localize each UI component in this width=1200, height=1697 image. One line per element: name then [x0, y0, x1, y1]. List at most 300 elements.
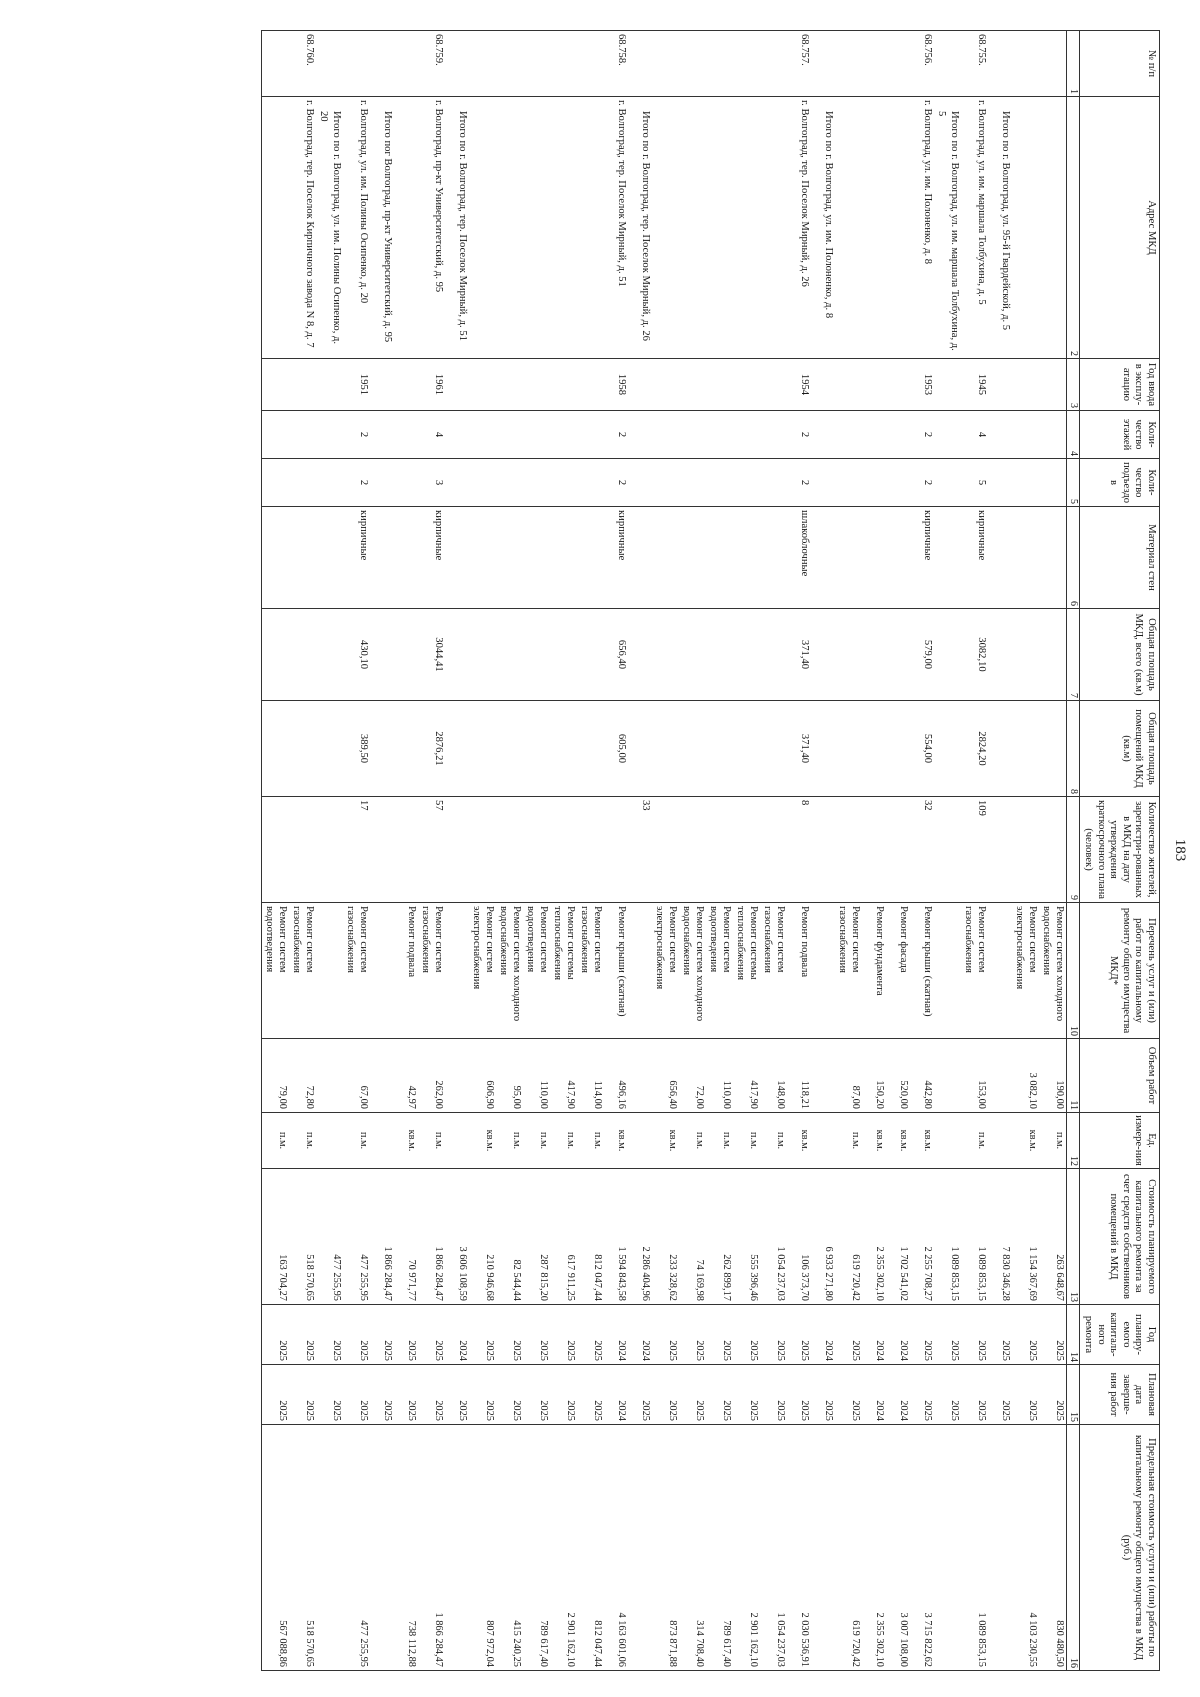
- address: г. Волгоград, тер. Поселок Кирпичного завода N 8, д. 7: [289, 97, 316, 359]
- unit: п.м.: [523, 1113, 550, 1169]
- year-built: [523, 359, 550, 411]
- year-built: [370, 359, 394, 411]
- work-type: Ремонт систем водоотведения: [262, 903, 290, 1039]
- floors: [262, 411, 290, 459]
- work-type: Ремонт систем газоснабжения: [760, 903, 787, 1039]
- planned-year: 2025: [289, 1305, 316, 1365]
- planned-year: 2025: [343, 1305, 370, 1365]
- planned-year: 2025: [394, 1305, 418, 1365]
- work-volume: 67,00: [343, 1039, 370, 1113]
- premises-area: [550, 701, 577, 797]
- row-number: [628, 31, 652, 97]
- unit: кв.м.: [862, 1113, 886, 1169]
- entrances: [577, 459, 604, 507]
- address: [1039, 97, 1067, 359]
- premises-area: [394, 701, 418, 797]
- total-area: 579,00: [910, 609, 934, 701]
- unit: кв.м.: [652, 1113, 679, 1169]
- entrances: [886, 459, 910, 507]
- completion-year: 2025: [469, 1365, 496, 1425]
- unit: п.м.: [760, 1113, 787, 1169]
- residents: [550, 797, 577, 903]
- residents: [679, 797, 706, 903]
- work-volume: [316, 1039, 343, 1113]
- unit: [628, 1113, 652, 1169]
- unit: п.м.: [835, 1113, 862, 1169]
- floors: [862, 411, 886, 459]
- floors: [679, 411, 706, 459]
- work-type: Ремонт систем газоснабжения: [343, 903, 370, 1039]
- planned-cost: 1 702 541,02: [886, 1169, 910, 1305]
- completion-year: 2025: [679, 1365, 706, 1425]
- planned-year: 2025: [1039, 1305, 1067, 1365]
- wall-material: [577, 507, 604, 609]
- address: [862, 97, 886, 359]
- work-row: [706, 31, 733, 1671]
- wall-material: [628, 507, 652, 609]
- wall-material: [550, 507, 577, 609]
- wall-material: [262, 507, 290, 609]
- planned-cost: 70 971,77: [394, 1169, 418, 1305]
- work-type: [934, 903, 961, 1039]
- planned-cost: 518 570,65: [289, 1169, 316, 1305]
- row-number: [469, 31, 496, 97]
- entrances: [1039, 459, 1067, 507]
- planned-cost: 1 866 284,47: [418, 1169, 445, 1305]
- work-type: Ремонт фасада: [886, 903, 910, 1039]
- column-header: № п/п: [1080, 31, 1160, 97]
- total-row: [628, 31, 652, 1671]
- work-type: Ремонт систем холодного водоснабжения: [679, 903, 706, 1039]
- work-type: Ремонт крыши (скатная): [604, 903, 628, 1039]
- wall-material: кирпичные: [418, 507, 445, 609]
- planned-cost: 555 396,46: [733, 1169, 760, 1305]
- wall-material: [394, 507, 418, 609]
- column-number: 7: [1067, 609, 1080, 701]
- floors: [445, 411, 469, 459]
- entrances: [316, 459, 343, 507]
- planned-year: 2024: [604, 1305, 628, 1365]
- residents: [262, 797, 290, 903]
- planned-cost: 6 933 271,80: [811, 1169, 835, 1305]
- house-row: [961, 31, 988, 1671]
- address: Итого по г. Волгоград, ул. им. Полоненко, д. 8: [811, 97, 835, 359]
- year-built: [886, 359, 910, 411]
- work-row: [262, 31, 290, 1671]
- year-built: [811, 359, 835, 411]
- work-type: Ремонт системы теплоснабжения: [550, 903, 577, 1039]
- work-type: Ремонт систем электроснабжения: [469, 903, 496, 1039]
- total-area: [1012, 609, 1039, 701]
- house-row: [418, 31, 445, 1671]
- unit: [445, 1113, 469, 1169]
- column-number: 8: [1067, 701, 1080, 797]
- total-row: [934, 31, 961, 1671]
- column-number: 14: [1067, 1305, 1080, 1365]
- floors: 2: [910, 411, 934, 459]
- column-header: Год планиру-емого капиталь-ного ремонта: [1080, 1305, 1160, 1365]
- work-volume: 656,40: [652, 1039, 679, 1113]
- column-number: 15: [1067, 1365, 1080, 1425]
- work-row: [886, 31, 910, 1671]
- year-built: [1012, 359, 1039, 411]
- wall-material: [1039, 507, 1067, 609]
- work-volume: 42,97: [394, 1039, 418, 1113]
- work-volume: 520,00: [886, 1039, 910, 1113]
- total-area: [469, 609, 496, 701]
- wall-material: [1012, 507, 1039, 609]
- entrances: [394, 459, 418, 507]
- premises-area: 2876,21: [418, 701, 445, 797]
- work-type: Ремонт системы теплоснабжения: [733, 903, 760, 1039]
- column-number: 12: [1067, 1113, 1080, 1169]
- floors: [394, 411, 418, 459]
- wall-material: [679, 507, 706, 609]
- work-type: [316, 903, 343, 1039]
- total-area: [652, 609, 679, 701]
- residents: [469, 797, 496, 903]
- entrances: [496, 459, 523, 507]
- max-cost: 830 480,50: [1039, 1425, 1067, 1671]
- entrances: [706, 459, 733, 507]
- planned-cost: 1 089 853,15: [961, 1169, 988, 1305]
- address: [733, 97, 760, 359]
- premises-area: 554,00: [910, 701, 934, 797]
- max-cost: 812 047,44: [577, 1425, 604, 1671]
- entrances: [934, 459, 961, 507]
- completion-year: 2024: [604, 1365, 628, 1425]
- premises-area: [733, 701, 760, 797]
- year-built: [469, 359, 496, 411]
- residents: 33: [628, 797, 652, 903]
- work-row: [394, 31, 418, 1671]
- unit: кв.м.: [910, 1113, 934, 1169]
- work-row: [862, 31, 886, 1671]
- row-number: [679, 31, 706, 97]
- row-number: 68.759.: [418, 31, 445, 97]
- planned-cost: 1 594 843,58: [604, 1169, 628, 1305]
- work-row: [1039, 31, 1067, 1671]
- wall-material: [835, 507, 862, 609]
- total-area: [550, 609, 577, 701]
- floors: [1039, 411, 1067, 459]
- total-area: [370, 609, 394, 701]
- row-number: [862, 31, 886, 97]
- address: [679, 97, 706, 359]
- planned-year: 2025: [988, 1305, 1012, 1365]
- planned-cost: 2 355 302,10: [862, 1169, 886, 1305]
- work-volume: 262,00: [418, 1039, 445, 1113]
- entrances: [652, 459, 679, 507]
- entrances: [370, 459, 394, 507]
- completion-year: 2025: [1012, 1365, 1039, 1425]
- max-cost: 2 355 302,10: [862, 1425, 886, 1671]
- floors: [733, 411, 760, 459]
- residents: 8: [787, 797, 811, 903]
- work-row: [835, 31, 862, 1671]
- residents: [706, 797, 733, 903]
- address: [577, 97, 604, 359]
- work-volume: 148,00: [760, 1039, 787, 1113]
- total-area: [496, 609, 523, 701]
- residents: [811, 797, 835, 903]
- year-built: [835, 359, 862, 411]
- entrances: [835, 459, 862, 507]
- completion-year: 2025: [316, 1365, 343, 1425]
- work-volume: 72,00: [679, 1039, 706, 1113]
- work-row: [733, 31, 760, 1671]
- entrances: 2: [787, 459, 811, 507]
- entrances: [679, 459, 706, 507]
- wall-material: [811, 507, 835, 609]
- planned-year: 2025: [316, 1305, 343, 1365]
- address: [760, 97, 787, 359]
- total-row: [445, 31, 469, 1671]
- premises-area: 2824,20: [961, 701, 988, 797]
- address: [706, 97, 733, 359]
- wall-material: [523, 507, 550, 609]
- max-cost: [628, 1425, 652, 1671]
- premises-area: [652, 701, 679, 797]
- planned-cost: 233 328,62: [652, 1169, 679, 1305]
- max-cost: 2 901 162,10: [550, 1425, 577, 1671]
- address: [550, 97, 577, 359]
- total-area: [706, 609, 733, 701]
- column-header: Предельная стоимость услуги и (или) работы по капитальному ремонту общего имущества в МКД (руб.): [1080, 1425, 1160, 1671]
- completion-year: 2025: [787, 1365, 811, 1425]
- residents: [862, 797, 886, 903]
- floors: 2: [343, 411, 370, 459]
- column-number: 4: [1067, 411, 1080, 459]
- premises-area: 371,40: [787, 701, 811, 797]
- work-type: Ремонт систем газоснабжения: [289, 903, 316, 1039]
- entrances: [262, 459, 290, 507]
- work-volume: [628, 1039, 652, 1113]
- unit: п.м.: [577, 1113, 604, 1169]
- planned-cost: 210 946,68: [469, 1169, 496, 1305]
- work-row: [523, 31, 550, 1671]
- unit: кв.м.: [394, 1113, 418, 1169]
- work-type: Ремонт систем водоотведения: [523, 903, 550, 1039]
- total-area: 656,40: [604, 609, 628, 701]
- max-cost: 1 054 237,03: [760, 1425, 787, 1671]
- address: г. Волгоград, ул. им. Полины Осипенко, д. 20: [343, 97, 370, 359]
- max-cost: 1 866 284,47: [418, 1425, 445, 1671]
- address: Итого по г. Волгоград, ул. им. маршала Толбухина, д. 5: [934, 97, 961, 359]
- year-built: [934, 359, 961, 411]
- floors: [706, 411, 733, 459]
- work-row: [652, 31, 679, 1671]
- planned-year: 2025: [550, 1305, 577, 1365]
- row-number: [343, 31, 370, 97]
- work-volume: 87,00: [835, 1039, 862, 1113]
- completion-year: 2025: [652, 1365, 679, 1425]
- total-area: [988, 609, 1012, 701]
- row-number: [370, 31, 394, 97]
- max-cost: 873 871,88: [652, 1425, 679, 1671]
- completion-year: 2025: [811, 1365, 835, 1425]
- house-row: [604, 31, 628, 1671]
- entrances: [760, 459, 787, 507]
- total-area: [289, 609, 316, 701]
- header-row: [1080, 31, 1160, 1671]
- max-cost: [445, 1425, 469, 1671]
- planned-cost: 1 089 853,15: [934, 1169, 961, 1305]
- wall-material: [706, 507, 733, 609]
- column-number: 10: [1067, 903, 1080, 1039]
- residents: [370, 797, 394, 903]
- entrances: 2: [343, 459, 370, 507]
- year-built: [445, 359, 469, 411]
- address: [394, 97, 418, 359]
- total-area: [679, 609, 706, 701]
- entrances: 2: [604, 459, 628, 507]
- year-built: [316, 359, 343, 411]
- work-volume: [988, 1039, 1012, 1113]
- premises-area: [679, 701, 706, 797]
- unit: [370, 1113, 394, 1169]
- year-built: 1953: [910, 359, 934, 411]
- wall-material: кирпичные: [343, 507, 370, 609]
- planned-year: 2025: [961, 1305, 988, 1365]
- year-built: [577, 359, 604, 411]
- total-area: 430,10: [343, 609, 370, 701]
- max-cost: 807 972,04: [469, 1425, 496, 1671]
- column-number: 1: [1067, 31, 1080, 97]
- work-type: Ремонт систем электроснабжения: [1012, 903, 1039, 1039]
- unit: [934, 1113, 961, 1169]
- table-body: [262, 31, 1067, 1671]
- residents: [1039, 797, 1067, 903]
- total-area: [577, 609, 604, 701]
- work-volume: [811, 1039, 835, 1113]
- total-area: [523, 609, 550, 701]
- floors: [523, 411, 550, 459]
- floors: [496, 411, 523, 459]
- work-volume: [934, 1039, 961, 1113]
- planned-year: 2025: [760, 1305, 787, 1365]
- planned-year: 2025: [523, 1305, 550, 1365]
- address: Итого пог Волгоград, пр-кт Университетский, д. 95: [370, 97, 394, 359]
- wall-material: кирпичные: [910, 507, 934, 609]
- planned-cost: 287 815,20: [523, 1169, 550, 1305]
- work-volume: 442,80: [910, 1039, 934, 1113]
- year-built: [394, 359, 418, 411]
- max-cost: 619 720,42: [835, 1425, 862, 1671]
- column-header: Год ввода в эксплу-атацию: [1080, 359, 1160, 411]
- work-row: [469, 31, 496, 1671]
- completion-year: 2025: [394, 1365, 418, 1425]
- floors: [835, 411, 862, 459]
- completion-year: 2025: [934, 1365, 961, 1425]
- floors: [652, 411, 679, 459]
- row-number: [835, 31, 862, 97]
- column-header: Плановая дата заверше-ния работ: [1080, 1365, 1160, 1425]
- planned-year: 2024: [445, 1305, 469, 1365]
- planned-year: 2025: [418, 1305, 445, 1365]
- wall-material: [370, 507, 394, 609]
- row-number: 68.757.: [787, 31, 811, 97]
- work-volume: 190,00: [1039, 1039, 1067, 1113]
- total-row: [316, 31, 343, 1671]
- row-number: [760, 31, 787, 97]
- row-number: [886, 31, 910, 97]
- floors: [316, 411, 343, 459]
- floors: [760, 411, 787, 459]
- work-row: [760, 31, 787, 1671]
- work-type: Ремонт систем водоотведения: [706, 903, 733, 1039]
- wall-material: [886, 507, 910, 609]
- planned-year: 2025: [469, 1305, 496, 1365]
- planned-year: 2025: [652, 1305, 679, 1365]
- total-row: [988, 31, 1012, 1671]
- unit: п.м.: [262, 1113, 290, 1169]
- column-number: 13: [1067, 1169, 1080, 1305]
- max-cost: 738 112,88: [394, 1425, 418, 1671]
- unit: п.м.: [733, 1113, 760, 1169]
- row-number: 68.755.: [961, 31, 988, 97]
- column-number: 3: [1067, 359, 1080, 411]
- planned-cost: 617 911,25: [550, 1169, 577, 1305]
- residents: [835, 797, 862, 903]
- unit: кв.м.: [787, 1113, 811, 1169]
- floors: 4: [418, 411, 445, 459]
- floors: [988, 411, 1012, 459]
- max-cost: 789 617,40: [523, 1425, 550, 1671]
- completion-year: 2025: [418, 1365, 445, 1425]
- year-built: [289, 359, 316, 411]
- year-built: [550, 359, 577, 411]
- column-number: 6: [1067, 507, 1080, 609]
- work-type: Ремонт подвала: [394, 903, 418, 1039]
- capital-repair-table: [261, 30, 1160, 1671]
- completion-year: 2025: [835, 1365, 862, 1425]
- residents: [316, 797, 343, 903]
- work-type: Ремонт систем газоснабжения: [418, 903, 445, 1039]
- residents: 32: [910, 797, 934, 903]
- column-header: Количество жителей, зарегистри-рованных в МКД на дату утверждения краткосрочного плана (человек): [1080, 797, 1160, 903]
- year-built: [862, 359, 886, 411]
- year-built: 1945: [961, 359, 988, 411]
- year-built: [988, 359, 1012, 411]
- work-type: [628, 903, 652, 1039]
- work-volume: 417,90: [733, 1039, 760, 1113]
- premises-area: [835, 701, 862, 797]
- max-cost: [370, 1425, 394, 1671]
- planned-year: 2024: [862, 1305, 886, 1365]
- unit: [811, 1113, 835, 1169]
- planned-cost: 82 544,44: [496, 1169, 523, 1305]
- work-volume: [370, 1039, 394, 1113]
- work-volume: 79,00: [262, 1039, 290, 1113]
- work-row: [577, 31, 604, 1671]
- wall-material: [652, 507, 679, 609]
- floors: 4: [961, 411, 988, 459]
- row-number: 68.758.: [604, 31, 628, 97]
- completion-year: 2024: [886, 1365, 910, 1425]
- premises-area: [469, 701, 496, 797]
- address: г. Волгоград, ул. им. Полоненко, д. 8: [910, 97, 934, 359]
- planned-cost: 619 720,42: [835, 1169, 862, 1305]
- row-number: [445, 31, 469, 97]
- completion-year: 2025: [961, 1365, 988, 1425]
- year-built: [262, 359, 290, 411]
- unit: кв.м.: [469, 1113, 496, 1169]
- year-built: 1951: [343, 359, 370, 411]
- wall-material: [496, 507, 523, 609]
- floors: [1012, 411, 1039, 459]
- max-cost: 789 617,40: [706, 1425, 733, 1671]
